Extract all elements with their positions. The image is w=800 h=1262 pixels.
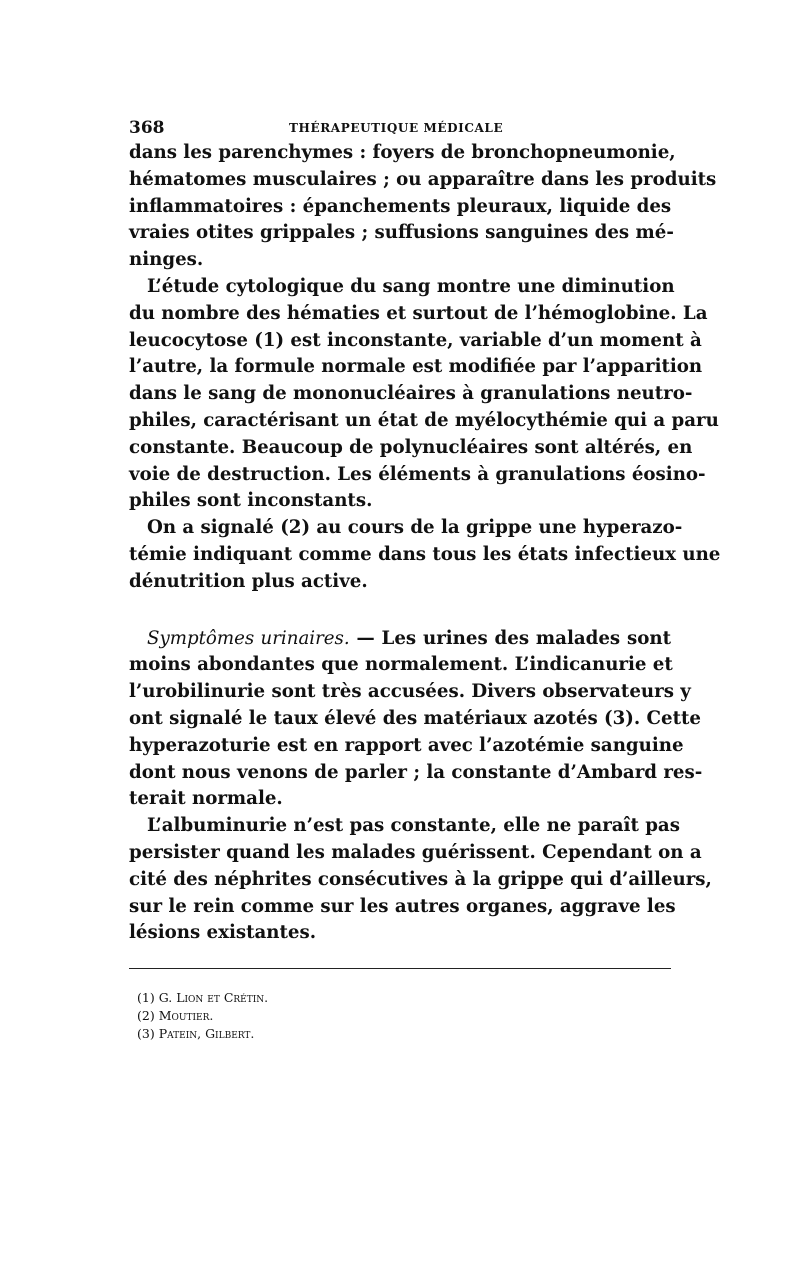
text-line: lésions existantes. (129, 922, 317, 944)
text-line: persister quand les malades guérissent. Cependant on a (129, 841, 702, 863)
text-line: leucocytose (1) est inconstante, variable d’un moment à (129, 329, 702, 351)
paragraph-2 (129, 274, 719, 515)
section-gap (129, 596, 671, 626)
paragraph-5 (129, 813, 712, 947)
text-line: hyperazoturie est en rapport avec l’azotémie sanguine (129, 734, 684, 756)
footnote-text: G. Lion et Crétin. (158, 990, 269, 1005)
text-line: terait normale. (129, 788, 283, 810)
text-line: hématomes musculaires ; ou apparaître dans les produits (129, 168, 717, 190)
footnote (137, 1007, 657, 1025)
text-line: cité des néphrites consécutives à la grippe qui d’ailleurs, (129, 868, 712, 890)
paragraph-3 (129, 515, 721, 595)
text-line: témie indiquant comme dans tous les états infectieux une (129, 543, 721, 565)
text-line: moins abondantes que normalement. L’indicanurie et (129, 654, 673, 676)
text-line: dénutrition plus active. (129, 570, 368, 592)
text-line (129, 626, 671, 653)
running-head (129, 118, 671, 140)
footnote-marker: (1) (137, 990, 155, 1005)
text-line: du nombre des hématies et surtout de l’hémoglobine. La (129, 302, 708, 324)
text-line: ont signalé le taux élevé des matériaux azotés (3). Cette (129, 707, 701, 729)
text-line: philes sont inconstants. (129, 490, 373, 512)
footnote-divider (129, 968, 671, 969)
footnote-marker: (2) (137, 1008, 155, 1023)
footnote-text: Patein, Gilbert. (158, 1026, 255, 1041)
text-line: dans le sang de mononucléaires à granulations neutro- (129, 383, 693, 405)
page-number: 368 (129, 118, 165, 138)
text-line: sur le rein comme sur les autres organes, aggrave les (129, 895, 676, 917)
text-line: dans les parenchymes : foyers de bronchopneumonie, (129, 142, 676, 163)
running-title: THÉRAPEUTIQUE MÉDICALE (289, 121, 504, 135)
text-line: ninges. (129, 249, 204, 271)
text-line: philes, caractérisant un état de myélocythémie qui a paru (129, 409, 719, 431)
footnote (137, 989, 657, 1007)
text-line: On a signalé (2) au cours de la grippe une hyperazo- (147, 517, 683, 539)
text-fragment: — Les urines des malades sont (349, 627, 671, 649)
paragraph-1 (129, 140, 717, 274)
text-line: dont nous venons de parler ; la constante d’Ambard res- (129, 761, 703, 783)
body-text (129, 140, 721, 947)
footnote (137, 1025, 657, 1043)
text-line: l’autre, la formule normale est modifiée par l’apparition (129, 356, 703, 378)
text-line: voie de destruction. Les éléments à granulations éosino- (129, 463, 706, 485)
text-line: L’albuminurie n’est pas constante, elle ne paraît pas (147, 815, 680, 837)
text-line: l’urobilinurie sont très accusées. Divers observateurs y (129, 681, 691, 703)
text-line: inflammatoires : épanchements pleuraux, liquide des (129, 195, 672, 217)
text-line: L’étude cytologique du sang montre une diminution (147, 275, 675, 297)
text-line: vraies otites grippales ; suffusions sanguines des mé- (129, 222, 674, 244)
footnote-marker: (3) (137, 1026, 155, 1041)
text-line: constante. Beaucoup de polynucléaires sont altérés, en (129, 436, 693, 458)
paragraph-4 (129, 626, 703, 814)
footnotes (137, 989, 657, 1043)
section-heading: Symptômes urinaires. (147, 627, 350, 649)
footnote-text: Moutier. (158, 1008, 214, 1023)
